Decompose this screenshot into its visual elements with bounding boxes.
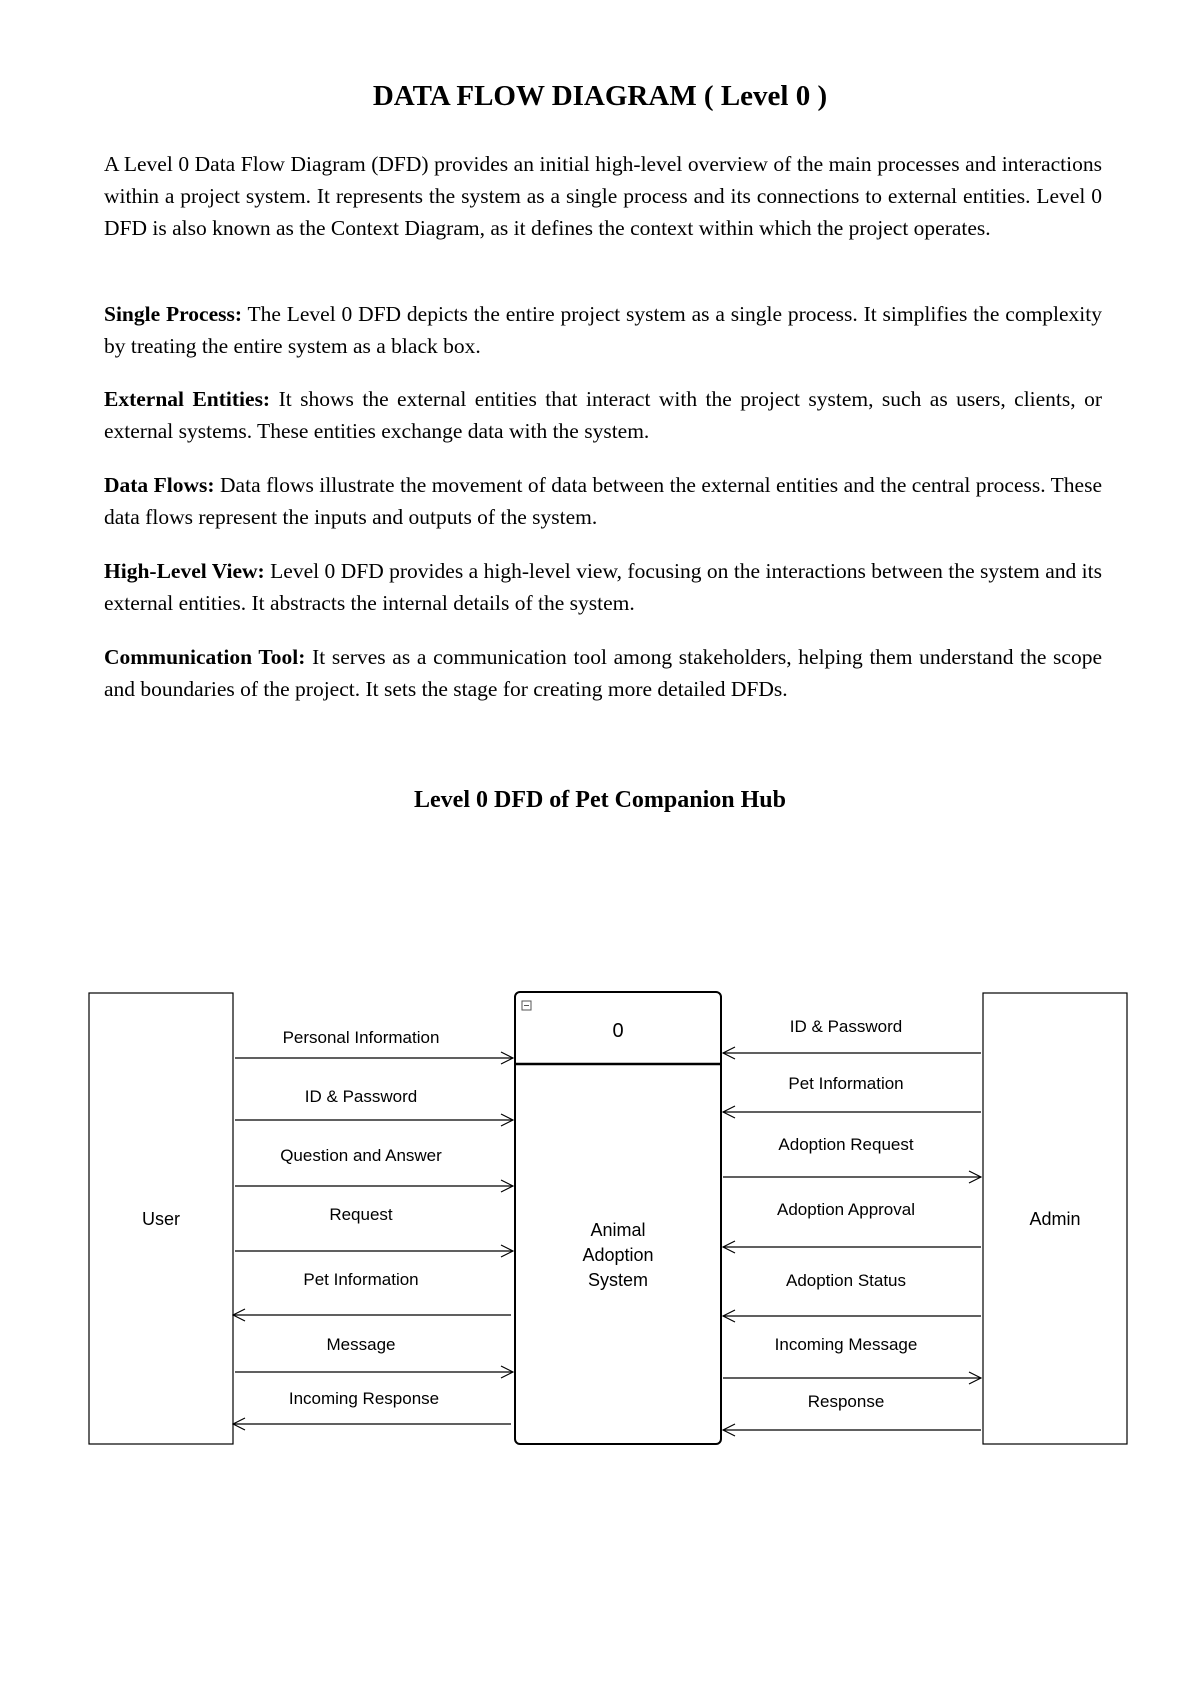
diagram-title: Level 0 DFD of Pet Companion Hub xyxy=(414,787,786,813)
user-entity-label: User xyxy=(141,1209,181,1229)
process-box xyxy=(515,992,721,1444)
collapse-icon xyxy=(522,1001,531,1010)
flow-label: Request xyxy=(329,1205,393,1224)
flow-label: Response xyxy=(807,1392,885,1411)
flow-label: Message xyxy=(326,1335,396,1354)
flow-label: Incoming Message xyxy=(774,1335,918,1354)
point-text: It shows the external entities that interact with the project system, such as users, clients, or external systems. These entities exchange data with the system. xyxy=(104,387,1103,443)
flow-label: Adoption Approval xyxy=(777,1200,915,1219)
flow-label: Question and Answer xyxy=(280,1146,442,1165)
point-text: The Level 0 DFD depicts the entire project system as a single process. It simplifies the complexity by treating the entire system as a black box. xyxy=(104,302,1103,358)
flow-label: Incoming Response xyxy=(288,1389,440,1408)
document-title: DATA FLOW DIAGRAM ( Level 0 ) xyxy=(372,80,828,112)
flow-label: Adoption Status xyxy=(785,1271,907,1290)
intro-paragraph: A Level 0 Data Flow Diagram (DFD) provides an initial high-level overview of the main processes and interactions within a project system. It represents the system as a single process and its connections to external entities. Level 0 DFD is also known as the Context Diagram, as it defines the context within which the project operates. xyxy=(104,152,1102,240)
flow-label: Adoption Request xyxy=(778,1135,914,1154)
point-text: Level 0 DFD provides a high-level view, focusing on the interactions between the system and its external entities. It abstracts the internal details of the system. xyxy=(104,559,1102,615)
point-heading: Communication Tool: xyxy=(104,645,306,669)
process-name-line: Adoption xyxy=(582,1245,654,1265)
process-name-line: Animal xyxy=(590,1220,646,1240)
process-name-line: System xyxy=(587,1270,649,1290)
point-heading: External Entities: xyxy=(104,387,271,411)
point-heading: Data Flows: xyxy=(104,473,215,497)
point-heading: High-Level View: xyxy=(104,559,265,583)
admin-entity-label: Admin xyxy=(1029,1209,1081,1229)
flow-label: ID & Password xyxy=(304,1087,418,1106)
flow-label: Personal Information xyxy=(282,1028,440,1047)
point-heading: Single Process: xyxy=(104,302,243,326)
point-text: It serves as a communication tool among stakeholders, helping them understand the scope and boundaries of the project. It sets the stage for creating more detailed DFDs. xyxy=(104,645,1102,701)
flow-label: Pet Information xyxy=(303,1270,419,1289)
process-id: 0 xyxy=(612,1020,624,1042)
point-text: Data flows illustrate the movement of data between the external entities and the central process. These data flows represent the inputs and outputs of the system. xyxy=(104,473,1103,529)
flow-label: ID & Password xyxy=(789,1017,903,1036)
flow-label: Pet Information xyxy=(788,1074,904,1093)
